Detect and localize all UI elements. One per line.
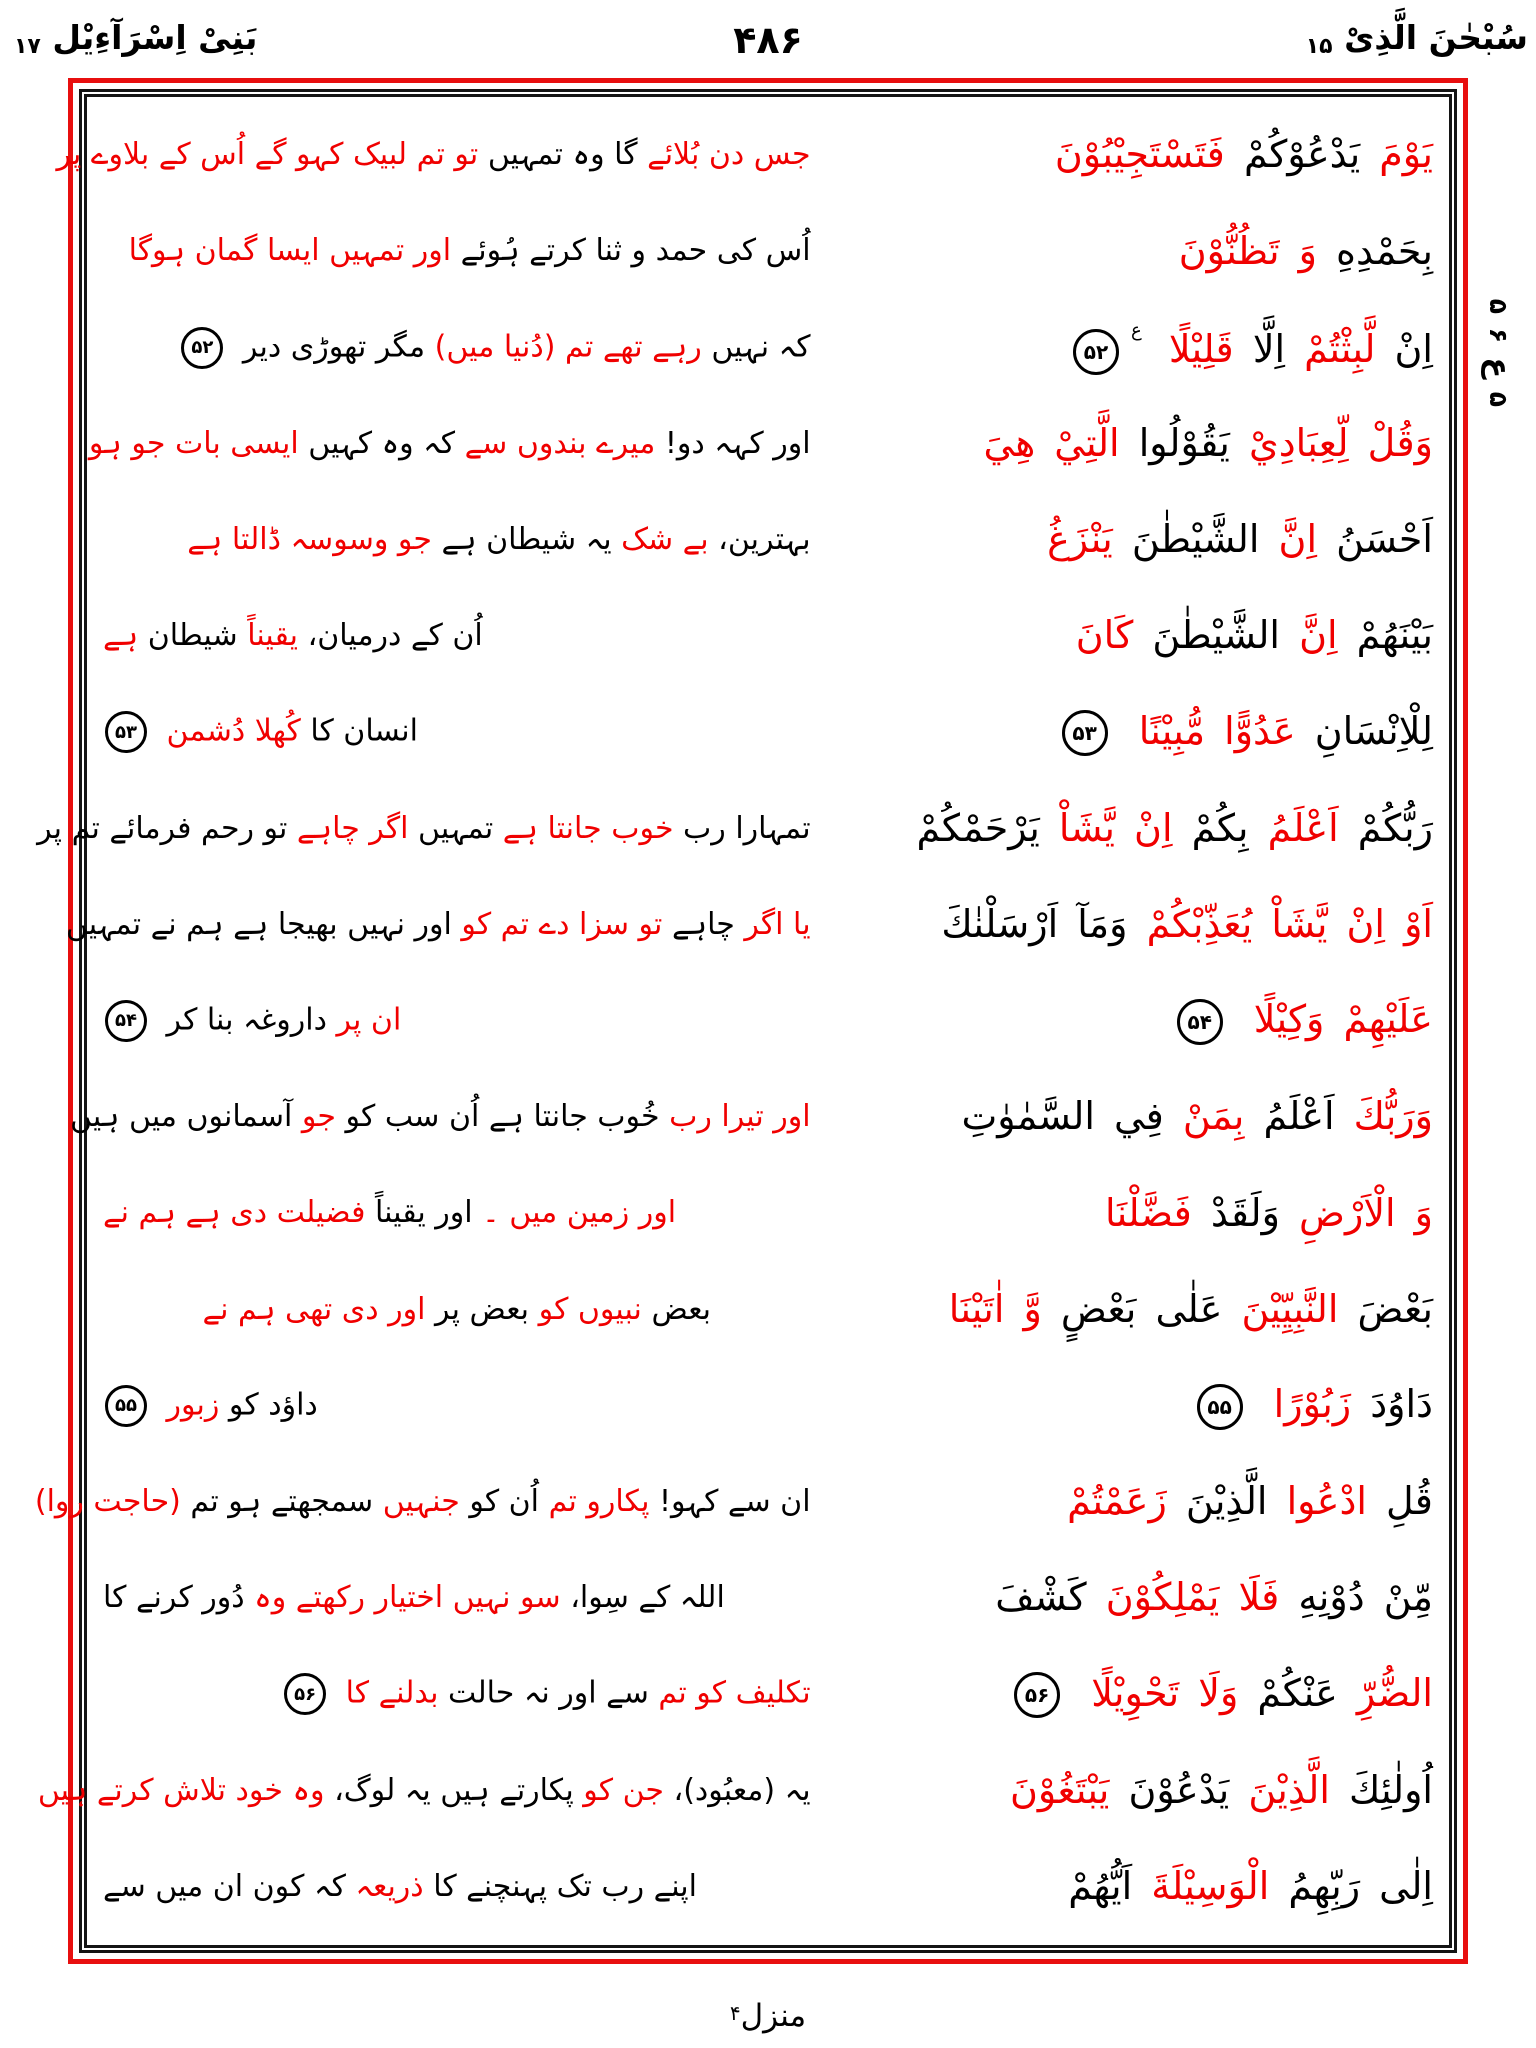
verse-row bbox=[88, 396, 1433, 492]
text-segment-red: عَلَيْهِمْ وَكِيْلًا bbox=[1253, 997, 1433, 1042]
text-segment-red: ایسی بات جو ہو bbox=[88, 425, 299, 461]
urdu-translation-line bbox=[103, 618, 815, 654]
text-segment-black: تو رحم فرمائے تم پر bbox=[37, 810, 288, 846]
text-segment-red: النَّبِيِّيْنَ bbox=[1241, 1286, 1339, 1331]
text-segment-red: اَعْلَمُ bbox=[1267, 805, 1339, 850]
text-segment-black: اِلَّا bbox=[1252, 327, 1286, 372]
ruku-margin-marker bbox=[1476, 292, 1520, 414]
arabic-verse-line bbox=[815, 1864, 1433, 1910]
arabic-verse-line bbox=[815, 1479, 1433, 1525]
text-segment-black: سے اور نہ حالت bbox=[448, 1675, 649, 1711]
text-segment-red: اور زمین میں ۔ bbox=[482, 1195, 677, 1231]
arabic-verse-line bbox=[815, 1671, 1433, 1719]
text-segment-red: وَّ اٰتَيْنَا bbox=[948, 1286, 1042, 1331]
ruku-end-mark: ع bbox=[1130, 320, 1142, 342]
text-segment-black: اور یقیناً bbox=[374, 1195, 473, 1231]
text-segment-black: کہ نہیں bbox=[711, 329, 811, 365]
text-segment-black: بعض bbox=[651, 1291, 712, 1327]
arabic-verse-line bbox=[815, 1768, 1433, 1814]
text-segment-black: اُس کی حمد و ثنا کرتے ہُوئے bbox=[460, 233, 811, 269]
arabic-verse-line bbox=[815, 1575, 1433, 1621]
urdu-translation-line bbox=[65, 906, 815, 943]
text-segment-black: کہ وہ کہیں bbox=[308, 425, 456, 461]
text-segment-red: تکلیف کو تم bbox=[658, 1675, 811, 1711]
page-border-frame bbox=[34, 78, 1468, 1964]
ruku-count-glyph: ۶ bbox=[1484, 327, 1514, 343]
verse-row bbox=[34, 1454, 1433, 1550]
urdu-translation-line bbox=[103, 233, 815, 269]
text-segment-red: پکارو تم bbox=[548, 1484, 650, 1520]
footer-manzil bbox=[0, 1998, 1536, 2034]
text-segment-red: جنہیں bbox=[382, 1484, 460, 1520]
text-segment-red: اور تیرا رب bbox=[669, 1099, 811, 1135]
arabic-verse-line bbox=[815, 1094, 1433, 1140]
text-segment-black: الَّذِيْنَ bbox=[1185, 1479, 1268, 1524]
text-segment-black: اللہ کے سِوا، bbox=[570, 1580, 725, 1616]
text-segment-black: آسمانوں میں ہیں bbox=[70, 1099, 293, 1135]
text-segment-red: جن کو bbox=[583, 1772, 664, 1808]
urdu-translation-line bbox=[103, 1385, 815, 1427]
urdu-translation-line bbox=[103, 1292, 815, 1328]
text-segment-red: تو تم لبیک کہو گے اُس کے بلاوے پر bbox=[56, 137, 479, 173]
text-segment-red: جس دن بُلائے bbox=[647, 137, 811, 173]
urdu-translation-line bbox=[70, 1099, 815, 1135]
text-segment-black: عَنْكُمْ bbox=[1257, 1670, 1338, 1715]
text-segment-red: رہے تھے تم (دُنیا میں) bbox=[434, 329, 702, 365]
ruku-count-glyph: ۵ bbox=[1484, 298, 1514, 315]
text-segment-red: اگر چاہے bbox=[296, 810, 409, 846]
text-segment-black: تمہیں bbox=[418, 810, 494, 846]
text-segment-red: وَ الْاَرْضِ bbox=[1299, 1190, 1433, 1235]
text-segment-red: عَدُوًّا مُّبِيْنًا bbox=[1138, 708, 1296, 753]
text-segment-red: جو bbox=[301, 1099, 336, 1135]
text-segment-red: یقیناً bbox=[247, 618, 299, 654]
verse-row bbox=[103, 1646, 1433, 1742]
verse-row bbox=[103, 1165, 1433, 1261]
text-segment-black: ان سے کہو! bbox=[659, 1484, 811, 1520]
arabic-verse-line bbox=[815, 1382, 1433, 1430]
text-segment-red: کُھلا دُشمن bbox=[166, 713, 301, 749]
verse-row bbox=[103, 492, 1433, 588]
text-segment-black: يَدْعُوْكُمْ bbox=[1243, 132, 1361, 177]
content-rows bbox=[34, 107, 1433, 1935]
text-segment-black: چاہے bbox=[671, 906, 735, 942]
text-segment-black: الشَّيْطٰنَ bbox=[1131, 517, 1260, 562]
text-segment-black: دُور کرنے کا bbox=[103, 1580, 245, 1616]
text-segment-red: ہے bbox=[103, 618, 139, 654]
juz-number: ۱۵ bbox=[1305, 34, 1333, 59]
verse-row bbox=[103, 588, 1433, 684]
page-number: ۴۸۶ bbox=[733, 18, 803, 62]
text-segment-black: اِنْ bbox=[1394, 327, 1433, 372]
text-segment-black: يَقُوْلُوا bbox=[1138, 420, 1230, 465]
text-segment-black: كَشْفَ bbox=[995, 1575, 1087, 1620]
verse-number-badge: ۵۶ bbox=[284, 1673, 326, 1715]
urdu-translation-line bbox=[103, 522, 815, 558]
verse-row bbox=[103, 684, 1433, 780]
verse-row bbox=[103, 1358, 1433, 1454]
verse-row bbox=[103, 1839, 1433, 1935]
urdu-translation-line bbox=[103, 1000, 815, 1042]
text-segment-red: بدلنے کا bbox=[345, 1675, 439, 1711]
text-segment-red: وہ خود تلاش کرتے ہیں bbox=[37, 1772, 325, 1808]
ruku-count-glyph: ۵ bbox=[1484, 391, 1514, 408]
text-segment-black: بہترین، bbox=[718, 521, 811, 557]
verse-number-badge: ۵۴ bbox=[105, 1000, 147, 1042]
text-segment-red: الضُّرِّ bbox=[1356, 1670, 1433, 1715]
text-segment-red: اور دی تھی ہم نے bbox=[202, 1291, 426, 1327]
page-header bbox=[0, 8, 1536, 74]
text-segment-black: اور نہیں بھیجا ہے ہم نے تمہیں bbox=[65, 906, 452, 942]
text-segment-red: اور تمہیں ایسا گمان ہوگا bbox=[128, 233, 452, 269]
urdu-translation-line bbox=[103, 1580, 815, 1616]
urdu-translation-line bbox=[103, 1673, 815, 1715]
arabic-verse-line bbox=[815, 229, 1433, 275]
verse-row bbox=[37, 780, 1433, 876]
text-segment-black: داروغہ بنا کر bbox=[166, 1002, 327, 1038]
text-segment-black: خُوب جانتا ہے اُن سب کو bbox=[345, 1099, 660, 1135]
arabic-verse-line bbox=[815, 806, 1433, 852]
verse-number-badge: ۵۵ bbox=[1197, 1384, 1243, 1430]
surah-number: ۱۷ bbox=[14, 34, 41, 59]
text-segment-black: قُلِ bbox=[1386, 1479, 1433, 1524]
text-segment-red: يَبْتَغُوْنَ bbox=[1010, 1767, 1110, 1812]
text-segment-black: سمجھتے ہو تم bbox=[190, 1484, 374, 1520]
text-segment-red: ان پر bbox=[336, 1002, 402, 1038]
verse-row bbox=[70, 1069, 1433, 1165]
text-segment-red: تو سزا دے تم کو bbox=[461, 906, 663, 942]
text-segment-red: (حاجت روا) bbox=[34, 1484, 181, 1520]
text-segment-black: يَرْحَمْكُمْ bbox=[916, 805, 1040, 850]
urdu-translation-line bbox=[37, 1772, 815, 1809]
urdu-translation-line bbox=[103, 1195, 815, 1231]
text-segment-black: داؤد کو bbox=[228, 1387, 318, 1423]
text-segment-black: دَاوُدَ bbox=[1370, 1382, 1433, 1427]
arabic-verse-line bbox=[815, 517, 1433, 563]
verse-row bbox=[103, 973, 1433, 1069]
text-segment-red: يَوْمَ bbox=[1379, 132, 1433, 177]
text-segment-black: رَبُّكُمْ bbox=[1357, 805, 1433, 850]
urdu-translation-line bbox=[103, 1869, 815, 1905]
manzil-label: منزل bbox=[740, 1998, 807, 2034]
manzil-number: ۴ bbox=[729, 2001, 741, 2025]
text-segment-red: كَانَ bbox=[1075, 613, 1134, 658]
text-segment-red: الْوَسِيْلَةَ bbox=[1151, 1864, 1270, 1909]
text-segment-black: اُن کو bbox=[469, 1484, 540, 1520]
juz-title bbox=[1306, 18, 1528, 59]
text-segment-red: فَلَا يَمْلِكُوْنَ bbox=[1105, 1575, 1280, 1620]
verse-row bbox=[37, 1743, 1433, 1839]
text-segment-red: وَلَا تَحْوِيْلًا bbox=[1091, 1670, 1239, 1715]
text-segment-black: عَلٰى بَعْضٍ bbox=[1060, 1286, 1223, 1331]
text-segment-red: اِنَّ bbox=[1278, 517, 1318, 562]
text-segment-black: اپنے رب تک پہنچنے کا bbox=[433, 1868, 697, 1904]
text-segment-red: فَتَسْتَجِيْبُوْنَ bbox=[1054, 132, 1225, 177]
text-segment-red: الَّذِيْنَ bbox=[1248, 1767, 1330, 1812]
text-segment-black: وَلَقَدْ bbox=[1210, 1190, 1280, 1235]
verse-row bbox=[65, 877, 1433, 973]
arabic-verse-line bbox=[815, 613, 1433, 659]
text-segment-red: زَبُوْرًا bbox=[1273, 1382, 1352, 1427]
verse-row bbox=[103, 203, 1433, 299]
text-segment-black: اَيُّهُمْ bbox=[1068, 1864, 1133, 1909]
urdu-translation-line bbox=[88, 425, 815, 462]
text-segment-red: میرے بندوں سے bbox=[464, 425, 656, 461]
text-segment-black: بِكُمْ bbox=[1191, 805, 1249, 850]
text-segment-black: یہ (معبُود)، bbox=[673, 1772, 811, 1808]
text-segment-black: اُن کے درمیان، bbox=[307, 618, 483, 654]
text-segment-red: وَرَبُّكَ bbox=[1353, 1094, 1433, 1139]
text-segment-black: اِلٰى رَبِّهِمُ bbox=[1288, 1864, 1433, 1909]
arabic-verse-line bbox=[815, 421, 1433, 467]
text-segment-red: زَعَمْتُمْ bbox=[1067, 1479, 1167, 1524]
text-segment-red: زبور bbox=[166, 1387, 220, 1423]
text-segment-black: بعض پر bbox=[435, 1291, 530, 1327]
arabic-verse-line bbox=[815, 902, 1433, 948]
text-segment-red: اِنَّ bbox=[1299, 613, 1338, 658]
text-segment-black: گا وہ تمہیں bbox=[487, 137, 638, 173]
verse-number-badge: ۵۵ bbox=[105, 1385, 147, 1427]
text-segment-red: خوب جانتا ہے bbox=[502, 810, 674, 846]
text-segment-black: تمہارا رب bbox=[683, 810, 811, 846]
text-segment-black: شیطان bbox=[147, 618, 238, 654]
text-segment-black: کہ کون ان میں سے bbox=[103, 1868, 346, 1904]
text-segment-black: اَعْلَمُ bbox=[1263, 1094, 1335, 1139]
text-segment-black: مِّنْ دُوْنِهِ bbox=[1298, 1575, 1433, 1620]
arabic-verse-line bbox=[815, 1191, 1433, 1237]
text-segment-red: قَلِيْلًا bbox=[1168, 327, 1234, 372]
text-segment-red: ادْعُوا bbox=[1286, 1479, 1367, 1524]
text-segment-black: الشَّيْطٰنَ bbox=[1152, 613, 1280, 658]
text-segment-black: بِحَمْدِهِ bbox=[1336, 228, 1433, 273]
verse-row bbox=[103, 1262, 1433, 1358]
text-segment-black: فِي السَّمٰوٰتِ bbox=[961, 1094, 1164, 1139]
verse-number-badge: ۵۲ bbox=[181, 327, 223, 369]
urdu-translation-line bbox=[103, 327, 815, 369]
text-segment-black: بَيْنَهُمْ bbox=[1356, 613, 1433, 658]
verse-row bbox=[103, 1550, 1433, 1646]
verse-number-badge: ۵۳ bbox=[1062, 710, 1108, 756]
text-segment-red: بے شک bbox=[621, 521, 709, 557]
text-segment-red: اِنْ يَّشَاْ bbox=[1058, 805, 1173, 850]
text-segment-red: فضیلت دی ہے ہم نے bbox=[103, 1195, 366, 1231]
verse-number-badge: ۵۶ bbox=[1014, 1672, 1060, 1718]
urdu-translation-line bbox=[37, 810, 815, 847]
text-segment-red: يَنْزَغُ bbox=[1047, 517, 1113, 562]
text-segment-red: الَّتِيْ هِيَ bbox=[983, 420, 1120, 465]
urdu-translation-line bbox=[34, 1484, 815, 1520]
text-segment-red: فَضَّلْنَا bbox=[1104, 1190, 1192, 1235]
arabic-verse-line bbox=[815, 709, 1433, 757]
arabic-verse-line bbox=[815, 997, 1433, 1045]
verse-row bbox=[56, 107, 1433, 203]
inner-border bbox=[34, 89, 1457, 1953]
text-segment-red: یا اگر bbox=[744, 906, 811, 942]
arabic-verse-line bbox=[815, 320, 1433, 375]
text-segment-red: لَّبِثْتُمْ bbox=[1304, 327, 1376, 372]
urdu-translation-line bbox=[56, 137, 815, 173]
text-segment-black: وَمَآ اَرْسَلْنٰكَ bbox=[941, 901, 1128, 946]
text-segment-red: وَ تَظُنُّوْنَ bbox=[1178, 228, 1317, 273]
text-segment-red: وَقُلْ لِّعِبَادِيْ bbox=[1248, 420, 1433, 465]
surah-title-text: بَنِیْ اِسْرَآءِیْل bbox=[52, 18, 258, 57]
text-segment-red: بِمَنْ bbox=[1182, 1094, 1245, 1139]
arabic-verse-line bbox=[815, 1287, 1433, 1333]
text-segment-black: اَحْسَنُ bbox=[1336, 517, 1433, 562]
verse-number-badge: ۵۴ bbox=[1177, 999, 1223, 1045]
text-segment-red: نبیوں کو bbox=[538, 1291, 642, 1327]
arabic-verse-line bbox=[815, 132, 1433, 178]
text-segment-black: اور کہہ دو! bbox=[664, 425, 811, 461]
text-segment-red: جو وسوسہ ڈالتا ہے bbox=[187, 521, 432, 557]
verse-row bbox=[103, 299, 1433, 395]
text-segment-black: یہ شیطان ہے bbox=[441, 521, 612, 557]
text-segment-black: پکارتے ہیں یہ لوگ، bbox=[334, 1772, 574, 1808]
text-segment-black: لِلْاِنْسَانِ bbox=[1314, 708, 1433, 753]
text-segment-red: سو نہیں اختیار رکھتے وہ bbox=[254, 1580, 561, 1616]
juz-title-text: سُبْحٰنَ الَّذِیْ bbox=[1344, 18, 1528, 57]
text-segment-black: انسان کا bbox=[310, 713, 418, 749]
verse-number-badge: ۵۳ bbox=[105, 711, 147, 753]
text-segment-black: مگر تھوڑی دیر bbox=[242, 329, 426, 365]
text-segment-black: بَعْضَ bbox=[1357, 1286, 1433, 1331]
text-segment-red: ذریعہ bbox=[355, 1868, 424, 1904]
text-segment-red: اَوْ اِنْ يَّشَاْ يُعَذِّبْكُمْ bbox=[1146, 901, 1433, 946]
text-segment-black: يَدْعُوْنَ bbox=[1128, 1767, 1230, 1812]
verse-number-badge: ۵۲ bbox=[1073, 329, 1119, 375]
urdu-translation-line bbox=[103, 711, 815, 753]
text-segment-black: اُولٰئِكَ bbox=[1349, 1767, 1433, 1812]
ruku-ain-glyph: ع bbox=[1480, 356, 1517, 378]
